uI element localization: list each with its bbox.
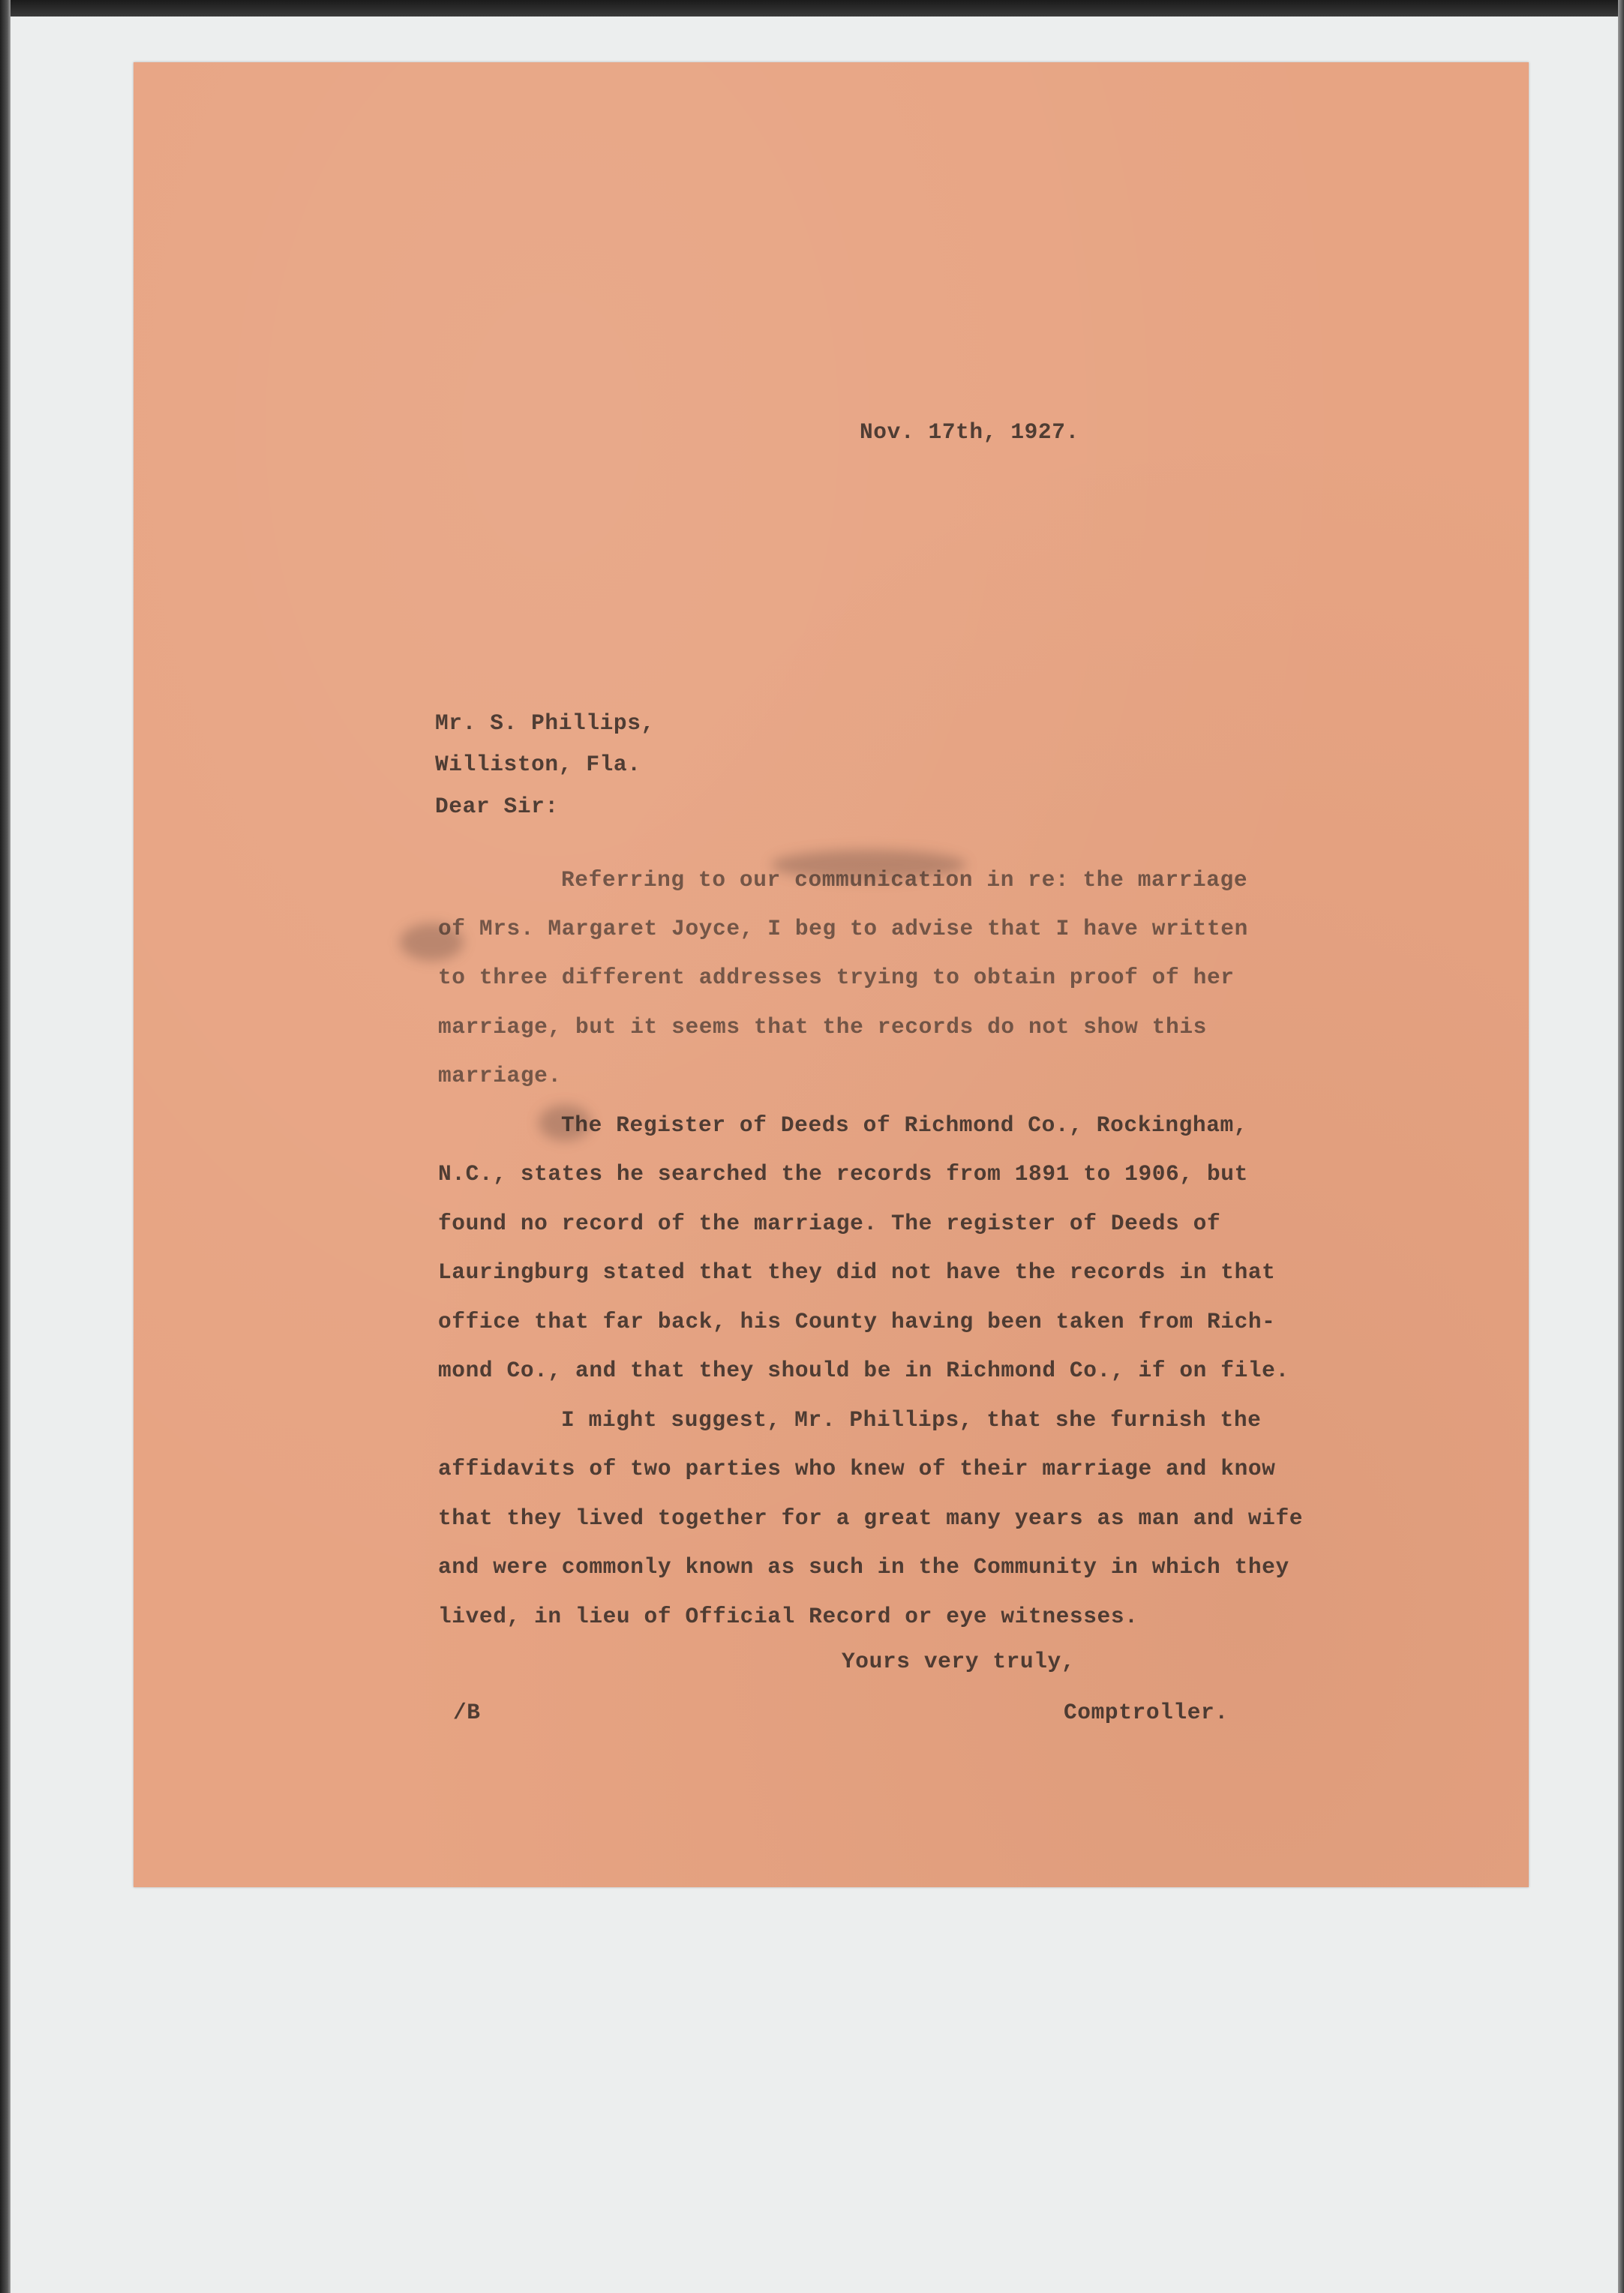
body-line: N.C., states he searched the records from 1891 to 1906, but <box>438 1161 1248 1187</box>
scanner-left-edge <box>0 0 11 2293</box>
body-line: and were commonly known as such in the Community in which they <box>438 1554 1289 1580</box>
body-line: lived, in lieu of Official Record or eye witnesses. <box>438 1604 1139 1629</box>
body-line: I might suggest, Mr. Phillips, that she furnish the <box>561 1407 1262 1433</box>
body-line: office that far back, his County having been taken from Rich- <box>438 1309 1276 1334</box>
body-line: Lauringburg stated that they did not have the records in that <box>438 1259 1276 1285</box>
salutation: Dear Sir: <box>435 794 559 819</box>
recipient-name: Mr. S. Phillips, <box>435 710 655 736</box>
body-line: marriage, but it seems that the records do not show this <box>438 1014 1207 1040</box>
body-line: to three different addresses trying to obtain proof of her <box>438 965 1235 990</box>
closing: Yours very truly, <box>842 1649 1076 1674</box>
body-line: of Mrs. Margaret Joyce, I beg to advise that I have written <box>438 916 1248 941</box>
scanner-top-edge <box>0 0 1624 17</box>
typist-initials: /B <box>453 1700 481 1725</box>
signature-title: Comptroller. <box>1064 1700 1229 1725</box>
body-line: found no record of the marriage. The register of Deeds of <box>438 1211 1221 1236</box>
recipient-city: Williston, Fla. <box>435 752 641 777</box>
body-line: affidavits of two parties who knew of their marriage and know <box>438 1456 1276 1481</box>
letter-page <box>134 62 1529 1887</box>
body-line: marriage. <box>438 1063 562 1088</box>
scanner-right-edge <box>1618 0 1624 2293</box>
body-line: mond Co., and that they should be in Richmond Co., if on file. <box>438 1358 1289 1383</box>
letter-date: Nov. 17th, 1927. <box>860 419 1079 445</box>
body-line: The Register of Deeds of Richmond Co., Rockingham, <box>561 1112 1248 1138</box>
body-line: that they lived together for a great many years as man and wife <box>438 1505 1304 1531</box>
body-line: Referring to our communication in re: the marriage <box>561 867 1248 893</box>
